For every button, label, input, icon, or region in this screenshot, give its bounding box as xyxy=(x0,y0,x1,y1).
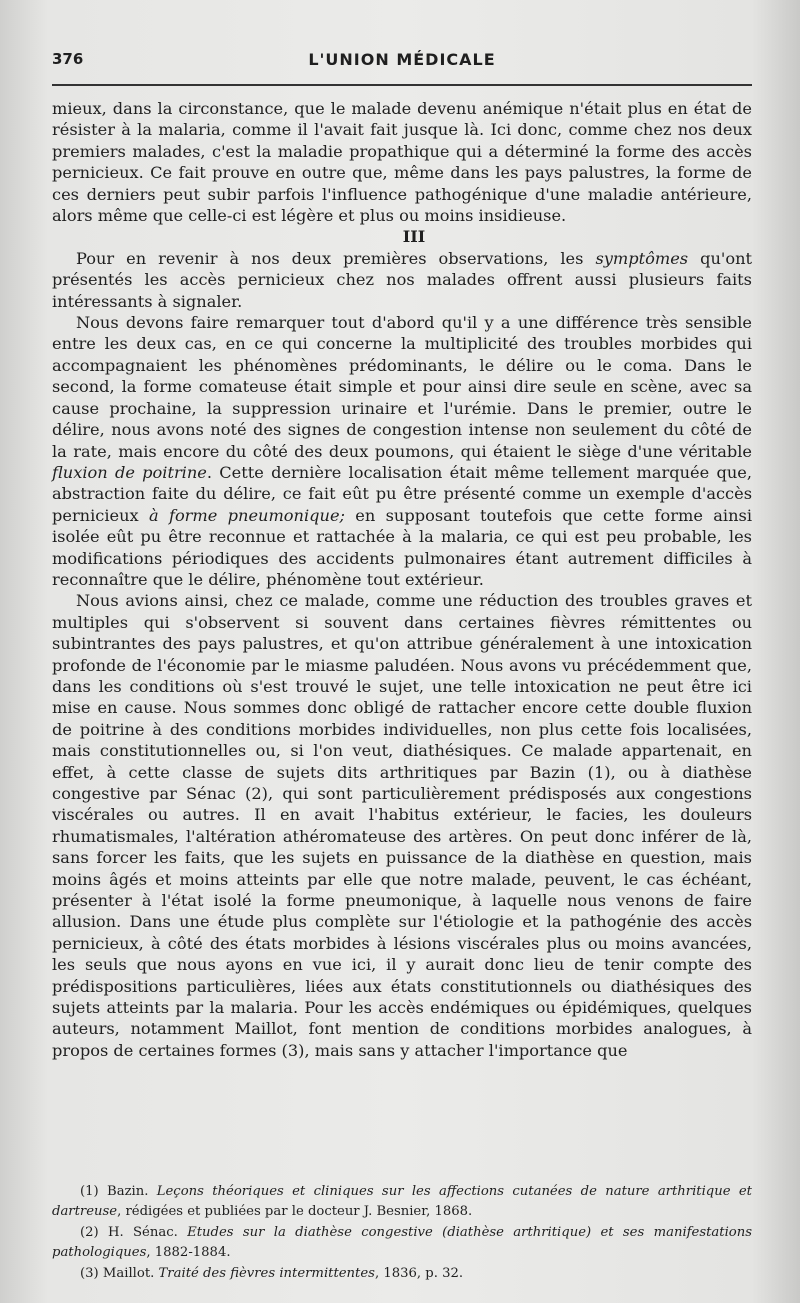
running-title: L'UNION MÉDICALE xyxy=(308,50,496,69)
emphasis-symptomes: symptômes xyxy=(595,248,689,268)
footnote-1: (1) Bazin. Leçons théoriques et cliniques sur les affections cutanées de nature arthritique et dartreuse, rédigées et publiées par le docteur J. Besnier, 1868. xyxy=(52,1184,752,1219)
page-header xyxy=(52,50,752,76)
paragraph-symptoms: Pour en revenir à nos deux premières observations, les symptômes qu'ont présentés les accès pernicieux chez nos malades offrent aussi plusieurs faits intéressants à signaler. xyxy=(52,248,753,311)
page-number: 376 xyxy=(52,50,84,68)
paragraph-difference: Nous devons faire remarquer tout d'abord qu'il y a une différence très sensible entre les deux cas, en ce qui concerne la multiplicité des troubles morbides qui accompagnaient les phénomènes prédominants, le délire ou le coma. Dans le second, la forme comateuse était simple et pour ainsi dire seule en scène, avec sa cause prochaine, la suppression urinaire et l'urémie. Dans le premier, outre le délire, nous avons noté des signes de congestion intense non seulement du côté de la rate, mais encore du côté des deux poumons, qui étaient le siège d'une véritable fluxion de poitrine. Cette dernière localisation était même tellement marquée que, abstraction faite du délire, ce fait eût pu être présenté comme un exemple d'accès pernicieux à forme pneumonique; en supposant toutefois que cette forme ainsi isolée eût pu être reconnue et rattachée à la malaria, ce qui est peu probable, les modifications périodiques des accidents pulmonaires étant autrement difficiles à reconnaître que le délire, phénomène tout extérieur. xyxy=(52,313,752,589)
paragraph-reduction: Nous avions ainsi, chez ce malade, comme une réduction des troubles graves et multiples qui s'observent si souvent dans certaines fièvres rémittentes ou subintrantes des pays palustres, et qu'on attribue généralement à une intoxication profonde de l'économie par le miasme paludéen. Nous avons vu précédemment que, dans les conditions où s'est trouvé le sujet, une telle intoxication ne peut être ici mise en cause. Nous sommes donc obligé de rattacher encore cette double fluxion de poitrine à des conditions morbides individuelles, non plus cette fois localisées, mais constitutionnelles ou, si l'on veut, diathésiques. Ce malade appartenait, en effet, à cette classe de sujets dits arthritiques par Bazin (1), ou à diathèse congestive par Sénac (2), qui sont particulièrement prédisposés aux congestions viscérales ou autres. Il en avait l'habitus extérieur, le facies, les douleurs rhumatismales, l'altération athéromateuse des artères. On peut donc inférer de là, sans forcer les faits, que les sujets en puissance de la diathèse en question, mais moins âgés et moins atteints par elle que notre malade, peuvent, le cas échéant, présenter à l'état isolé la forme pneumonique, à laquelle nous venons de faire allusion. Dans une étude plus complète sur l'étiologie et la pathogénie des accès pernicieux, à côté des états morbides à lésions viscérales plus ou moins avancées, les seuls que nous ayons en vue ici, il y aurait donc lieu de tenir compte des prédispositions particulières, liées aux états constitutionnels ou diathésiques des sujets atteints par la malaria. Pour les accès endémiques ou épidémiques, quelques auteurs, notamment Maillot, font mention de conditions morbides analogues, à propos de certaines formes (3), mais sans y attacher l'importance que xyxy=(52,591,752,1060)
footnotes xyxy=(52,1182,752,1285)
section-number: III xyxy=(402,227,426,247)
body-text xyxy=(52,98,752,1061)
header-rule xyxy=(52,84,752,86)
emphasis-forme-pneumonique: à forme pneumonique; xyxy=(148,505,345,525)
footnote-3: (3) Maillot. Traité des fièvres intermittentes, 1836, p. 32. xyxy=(80,1266,464,1281)
paragraph-continued: mieux, dans la circonstance, que le malade devenu anémique n'était plus en état de résister à la malaria, comme il l'avait fait jusque là. Ici donc, comme chez nos deux premiers malades, c'est la maladie propathique qui a déterminé la forme des accès pernicieux. Ce fait prouve en outre que, même dans les pays palustres, la forme de ces derniers peut subir parfois l'influence pathogénique d'une maladie antérieure, alors même que celle-ci est légère et plus ou moins insidieuse. xyxy=(52,99,752,226)
footnote-2: (2) H. Sénac. Etudes sur la diathèse congestive (diathèse arthritique) et ses manifestations pathologiques, 1882-1884. xyxy=(52,1225,752,1260)
emphasis-fluxion: fluxion de poitrine xyxy=(52,462,207,482)
